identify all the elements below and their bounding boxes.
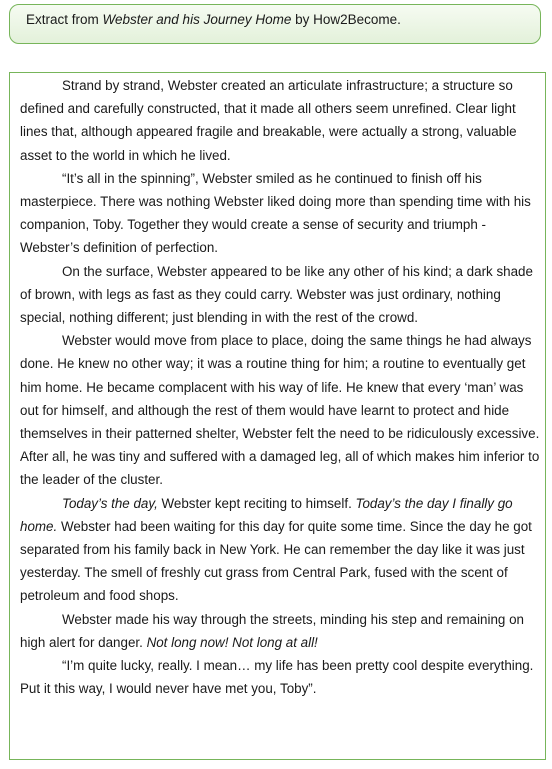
paragraph xyxy=(20,492,540,608)
text-run: On the surface, Webster appeared to be like any other of his kind; a dark shade of brown, with legs as fast as they could carry. Webster was just ordinary, nothing special, nothing different; just blending in with the rest of the crowd. xyxy=(20,263,533,326)
book-title: Webster and his Journey Home xyxy=(102,12,292,27)
extract-body xyxy=(20,74,540,700)
text-run: Strand by strand, Webster created an articulate infrastructure; a structure so defined and carefully constructed, that it made all others seem unrefined. Clear light lines that, although appeared fragile and breakable, were actually a strong, valuable asset to the world in which he lived. xyxy=(20,78,517,163)
italic-text: Not long now! Not long at all! xyxy=(146,634,318,650)
paragraph xyxy=(20,654,540,700)
text-run: “It’s all in the spinning”, Webster smiled as he continued to finish off his masterpiece. There was nothing Webster liked doing more than spending time with his companion, Toby. Together they would create a sense of security and triumph - Webster’s definition of perfection. xyxy=(20,170,531,256)
paragraph xyxy=(20,74,540,167)
header-suffix: by How2Become. xyxy=(291,12,401,27)
text-run: “I’m quite lucky, really. I mean… my life has been pretty cool despite everything. Put it this way, I would never have met you, Toby”. xyxy=(20,658,534,697)
paragraph xyxy=(20,329,540,491)
header-prefix: Extract from xyxy=(26,12,103,27)
text-run: Webster had been waiting for this day for quite some time. Since the day he got separated from his family back in New York. He can remember the day like it was just yesterday. The smell of freshly cut grass from Central Park, fused with the scent of petroleum and food shops. xyxy=(20,518,532,604)
italic-text: Today’s the day, xyxy=(62,495,158,511)
paragraph xyxy=(20,608,540,654)
text-run: Webster kept reciting to himself. xyxy=(157,495,356,511)
extract-header xyxy=(26,12,401,28)
italic-text: Today’s the day I finally go home. xyxy=(20,495,513,534)
text-run: Webster would move from place to place, doing the same things he had always done. He knew no other way; it was a routine thing for him; a routine to eventually get him home. He became complacent with his way of life. He knew that every ‘man’ was out for himself, and although the rest of them would have learnt to protect and hide themselves in their patterned shelter, Webster felt the need to be ridiculously excessive. After all, he was tiny and suffered with a damaged leg, all of which makes him inferior to the leader of the cluster. xyxy=(20,333,540,488)
paragraph xyxy=(20,260,540,330)
text-run: Webster made his way through the streets, minding his step and remaining on high alert for danger. xyxy=(20,611,524,650)
paragraph xyxy=(20,167,540,260)
